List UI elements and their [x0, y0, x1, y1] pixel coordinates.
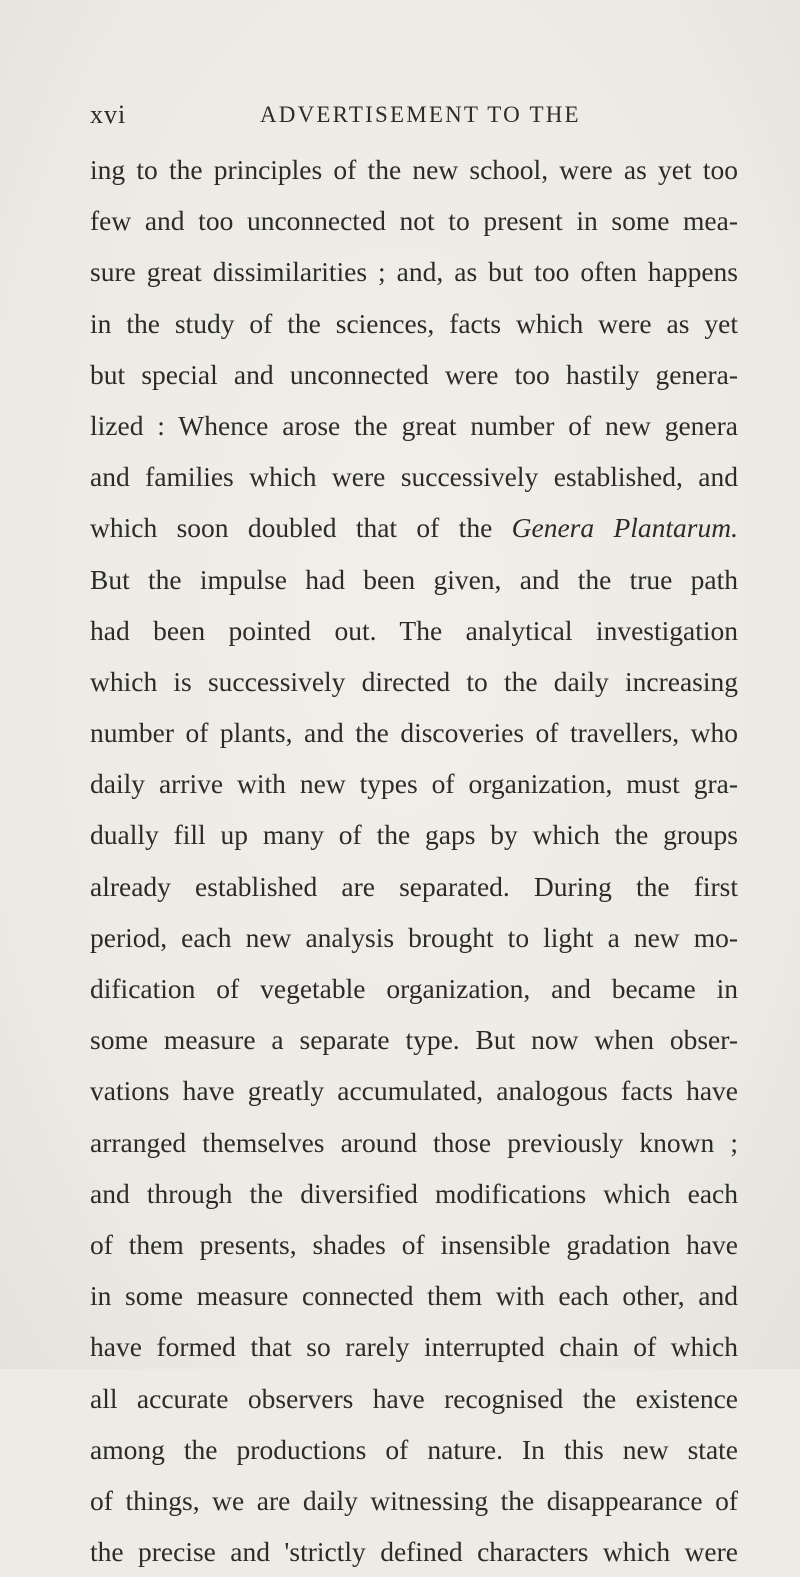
text-line: among the productions of nature. In this new state [90, 1433, 738, 1465]
text-line: which is successively directed to the daily increasing [90, 665, 738, 697]
text-line: and families which were successively established, and [90, 461, 738, 493]
text-line: already established are separated. During the first [90, 870, 738, 902]
italic-title: Genera Plantarum. [511, 512, 738, 544]
text-line: and through the diversified modifications which each [90, 1177, 738, 1209]
text-line: had been pointed out. The analytical investigation [90, 614, 738, 646]
text-line: arranged themselves around those previously known ; [90, 1126, 738, 1158]
text-line: dification of vegetable organization, and became in [90, 973, 738, 1004]
text-line: of things, we are daily witnessing the disappearance of [90, 1484, 738, 1516]
text-line: but special and unconnected were too hastily genera- [90, 358, 738, 390]
text-line: But the impulse had been given, and the true path [90, 563, 738, 595]
text-line: lized : Whence arose the great number of new genera [90, 409, 738, 441]
text-line: vations have greatly accumulated, analogous facts have [90, 1075, 738, 1107]
text-line: in some measure connected them with each other, and [90, 1280, 738, 1312]
text-line: have formed that so rarely interrupted chain of which [90, 1331, 738, 1363]
text-line-with-italic [90, 502, 738, 553]
page-number: xvi [90, 100, 127, 129]
text-line: daily arrive with new types of organization, must gra- [90, 768, 738, 800]
text-line: in the study of the sciences, facts which were as yet [90, 307, 738, 339]
text-line: dually fill up many of the gaps by which the groups [90, 819, 738, 851]
body-text [90, 144, 738, 1577]
text-line: number of plants, and the discoveries of travellers, who [90, 717, 738, 749]
text-line: sure great dissimilarities ; and, as but too often happens [90, 256, 738, 288]
text-segment: which soon doubled that of the [90, 512, 493, 544]
running-head [90, 100, 740, 140]
running-title: ADVERTISEMENT TO THE [260, 102, 581, 127]
text-line: some measure a separate type. But now when obser- [90, 1024, 738, 1056]
text-line: few and too unconnected not to present in some mea- [90, 205, 738, 237]
text-line: of them presents, shades of insensible gradation have [90, 1228, 738, 1260]
text-line: period, each new analysis brought to light a new mo- [90, 921, 738, 953]
text-line: ing to the principles of the new school, were as yet too [90, 154, 738, 185]
text-line: all accurate observers have recognised the existence [90, 1382, 738, 1414]
text-line: the precise and 'strictly defined characters which were [90, 1536, 738, 1568]
